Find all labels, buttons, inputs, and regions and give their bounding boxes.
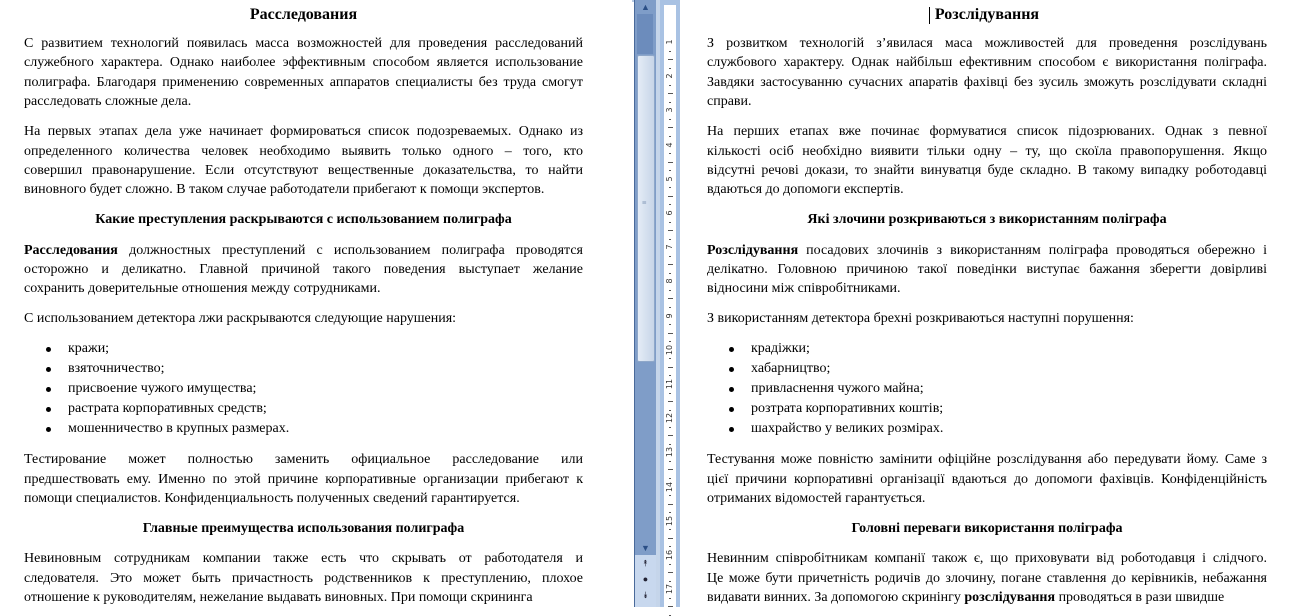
ruler-tick	[669, 512, 671, 513]
ruler-tick	[668, 127, 673, 128]
list-item: хабарництво;	[707, 359, 1267, 379]
left-document-content[interactable]	[24, 5, 583, 607]
ruler-tick	[669, 273, 671, 274]
text-line	[24, 549, 583, 568]
text-line	[707, 92, 1267, 111]
ruler-number: 14	[665, 481, 674, 492]
section-heading: Какие преступления раскрываются с использованием полиграфа	[95, 212, 512, 228]
ruler-tick	[668, 572, 673, 573]
list-item: мошенничество в крупных размерах.	[24, 419, 583, 439]
ruler-tick	[669, 153, 671, 154]
paragraph	[24, 34, 583, 112]
text-line	[24, 241, 583, 260]
next-page-icon[interactable]: ⯯	[642, 590, 649, 600]
ruler-tick	[669, 239, 671, 240]
ruler-tick	[669, 341, 671, 342]
ruler-number: 2	[665, 73, 674, 79]
line-text: отношение к руководителям, нежелание выдавать виновных. При помощи скрининга	[24, 590, 533, 606]
scroll-up-arrow-icon[interactable]: ▲	[641, 2, 650, 12]
ruler-tick	[669, 102, 671, 103]
ruler-tick	[669, 427, 671, 428]
paragraph	[24, 241, 583, 299]
select-browse-object-icon[interactable]: ●	[642, 574, 649, 584]
ruler-number: 8	[665, 278, 674, 284]
line-text: расследовать сложные дела.	[24, 94, 192, 110]
ruler-number: 11	[665, 378, 674, 390]
line-text: совершил правонарушение. Если отсутствуют вещественные доказательства, то найти	[24, 162, 583, 178]
list-item: шахрайство у великих розмірах.	[707, 419, 1267, 439]
ruler-tick	[669, 375, 671, 376]
list-item: привласнення чужого майна;	[707, 379, 1267, 399]
ruler-number: 15	[665, 515, 674, 526]
text-line	[707, 309, 1267, 328]
text-line	[24, 73, 583, 92]
line-text: відсутні речові докази, то знайти винуватця буде складно. В такому випадку роботодавці	[707, 162, 1267, 178]
text-line	[24, 142, 583, 161]
ruler-tick	[669, 358, 671, 359]
text-line	[24, 279, 583, 298]
ruler-tick	[669, 307, 671, 308]
line-text: цієї причини корпоративні організації вдаються до допомоги фахівців. Конфіденційність	[707, 471, 1267, 487]
line-text: службового характеру. Однак найбільш ефективним способом є використання поліграфа.	[707, 55, 1267, 71]
bold-term: розслідування	[964, 590, 1056, 606]
ruler-tick	[669, 529, 671, 530]
paragraph	[707, 34, 1267, 112]
ruler-tick	[669, 290, 671, 291]
paragraph	[707, 241, 1267, 299]
line-text: проводяться в рази швидше	[1055, 590, 1225, 606]
line-text: відносини між співробітниками.	[707, 281, 901, 297]
text-line	[707, 34, 1267, 53]
ruler-tick	[668, 230, 673, 231]
grip-icon: ≡	[642, 198, 647, 207]
line-text: полиграфа. Благодаря применению современных аппаратов специалисты без труда смогут	[24, 74, 583, 90]
document-title: Розслідування	[934, 6, 1040, 23]
ruler-tick	[668, 298, 673, 299]
text-line	[707, 549, 1267, 568]
line-text: предшествовать ему. Именно по этой причине корпоративные организации прибегают к	[24, 471, 583, 487]
section-heading: Які злочини розкриваються з використанням поліграфа	[807, 212, 1167, 228]
line-text: С использованием детектора лжи раскрываются следующие нарушения:	[24, 311, 457, 327]
line-text: На первых этапах дела уже начинает формироваться список подозреваемых. Однако из	[24, 124, 583, 140]
text-line	[24, 569, 583, 588]
ruler-tick	[669, 119, 671, 120]
line-text: осторожно и деликатно. Главной причиной такого поведения выступает желание	[24, 262, 583, 278]
ruler-tick	[669, 461, 671, 462]
line-text: справи.	[707, 94, 752, 110]
list-item: присвоение чужого имущества;	[24, 379, 583, 399]
ruler-tick	[669, 581, 671, 582]
ruler-tick	[669, 478, 671, 479]
scroll-down-arrow-icon[interactable]: ▼	[641, 543, 650, 553]
ruler-tick	[669, 85, 671, 86]
vertical-ruler	[660, 0, 680, 607]
text-line	[24, 260, 583, 279]
ruler-tick	[669, 170, 671, 171]
ruler-tick	[669, 204, 671, 205]
ruler-tick	[669, 68, 671, 69]
line-text: З розвитком технологій з’явилася маса можливостей для проведення розслідувань	[707, 36, 1267, 51]
text-line	[707, 142, 1267, 161]
text-line	[707, 470, 1267, 489]
ruler-number: 7	[665, 244, 674, 250]
list-item: розтрата корпоративних коштів;	[707, 399, 1267, 419]
line-text: виновного будет сложно. В таком случае работодатели прибегают к помощи экспертов.	[24, 182, 545, 198]
ruler-tick	[669, 256, 671, 257]
text-line	[707, 241, 1267, 260]
list-item: кражи;	[24, 339, 583, 359]
text-line	[24, 122, 583, 141]
paragraph	[24, 450, 583, 508]
line-text: видавати винних. За допомогою скринінгу	[707, 590, 965, 606]
ruler-tick	[669, 444, 671, 445]
line-text: помощи специалистов. Конфиденциальность полученных сведений гарантируется.	[24, 491, 520, 507]
text-line	[24, 34, 583, 53]
ruler-tick	[668, 469, 673, 470]
bold-term: Расследования	[24, 242, 118, 258]
ruler-number: 10	[665, 344, 674, 355]
ruler-number: 1	[665, 39, 674, 45]
browse-controls	[635, 555, 656, 607]
ruler-number: 13	[665, 447, 674, 458]
text-line	[707, 489, 1267, 508]
ruler-tick	[669, 495, 671, 496]
ruler-tick	[669, 187, 671, 188]
ruler-tick	[668, 538, 673, 539]
vertical-scrollbar[interactable]	[634, 0, 657, 607]
paragraph	[707, 309, 1267, 328]
ruler-number: 12	[665, 413, 674, 424]
right-document-content[interactable]	[707, 5, 1267, 607]
paragraph	[24, 309, 583, 328]
ruler-tick	[668, 401, 673, 402]
bullet-list	[24, 339, 583, 439]
text-cursor	[929, 7, 930, 24]
text-line	[24, 309, 583, 328]
paragraph	[707, 122, 1267, 200]
line-text: определенного количества человек необходимо выявить только одного – того, кто	[24, 143, 583, 159]
ruler-tick	[669, 136, 671, 137]
line-text: должностных преступлений с использованием полиграфа проводятся	[117, 242, 583, 258]
scroll-thumb[interactable]	[637, 55, 655, 362]
text-line	[707, 122, 1267, 141]
ruler-tick	[668, 333, 673, 334]
line-text: вдаються до допомоги експертів.	[707, 182, 904, 198]
ruler-tick	[669, 598, 671, 599]
line-text: На перших етапах вже починає формуватися список підозрюваних. Однак з певної	[707, 124, 1267, 140]
ruler-tick	[668, 435, 673, 436]
ruler-number: 4	[665, 142, 674, 148]
line-text: Тестування може повністю замінити офіційне розслідування або передувати йому. Саме з	[707, 452, 1267, 468]
text-line	[24, 450, 583, 469]
ruler-number: 6	[665, 210, 674, 216]
text-line	[24, 180, 583, 199]
text-line	[707, 73, 1267, 92]
text-line	[24, 161, 583, 180]
line-text: Тестирование может полностью заменить официальное расследование или	[24, 452, 583, 468]
ruler-tick	[669, 324, 671, 325]
section-heading: Головні переваги використання поліграфа	[851, 521, 1123, 536]
line-text: Невинним співробітникам компанії також є, що приховувати від роботодавця і слідчого.	[707, 551, 1267, 567]
text-line	[707, 569, 1267, 588]
text-line	[24, 489, 583, 508]
text-line	[707, 53, 1267, 72]
ruler-tick	[668, 59, 673, 60]
ruler-tick	[668, 367, 673, 368]
list-item: растрата корпоративных средств;	[24, 399, 583, 419]
ruler-number: 9	[665, 313, 674, 319]
paragraph	[24, 549, 583, 607]
line-text: сохранить доверительные отношения между сотрудниками.	[24, 281, 381, 297]
text-line	[707, 161, 1267, 180]
ruler-number: 17	[665, 584, 674, 595]
line-text: З використанням детектора брехні розкриваються наступні порушення:	[707, 311, 1134, 327]
list-item: взяточничество;	[24, 359, 583, 379]
line-text: Це може бути причетність родичів до злочину, погане ставлення до керівників, небажання	[707, 570, 1267, 586]
ruler-tick	[668, 162, 673, 163]
text-line	[24, 92, 583, 111]
ruler-tick	[668, 504, 673, 505]
text-line	[24, 588, 583, 607]
right-document-page[interactable]	[680, 0, 1308, 607]
line-text: Завдяки застосуванню сучасних апаратів фахівці без зусиль зможуть розслідувати складні	[707, 74, 1267, 90]
line-text: следователя. Это может быть причастность родственников к преступлению, плохое	[24, 570, 583, 586]
text-line	[707, 450, 1267, 469]
ruler-tick	[669, 393, 671, 394]
bullet-list	[707, 339, 1267, 439]
ruler-tick	[668, 264, 673, 265]
document-title: Расследования	[249, 6, 358, 23]
left-document-page[interactable]	[0, 0, 632, 607]
ruler-number: 16	[665, 549, 674, 561]
text-line	[707, 588, 1267, 607]
ruler-tick	[669, 564, 671, 565]
text-line	[707, 260, 1267, 279]
line-text: делікатно. Головною причиною такої поведінки виступає бажання зберегти довірливі	[707, 262, 1267, 278]
section-heading: Главные преимущества использования полиграфа	[142, 521, 465, 536]
ruler-number: 5	[665, 176, 674, 182]
bold-term: Розслідування	[707, 242, 799, 258]
ruler-tick	[669, 410, 671, 411]
ruler-tick	[668, 196, 673, 197]
ruler-tick	[669, 222, 671, 223]
line-text: кількості осіб необхідно виявити тільки одну – ту, що скоїла правопорушення. Якщо	[707, 143, 1267, 159]
ruler-tick	[669, 51, 671, 52]
list-item: крадіжки;	[707, 339, 1267, 359]
line-text: служебного характера. Однако наиболее эффективным способом является использование	[24, 55, 583, 71]
line-text: Невиновным сотрудникам компании также есть что скрывать от работодателя и	[24, 551, 583, 567]
paragraph	[24, 122, 583, 200]
paragraph	[707, 549, 1267, 607]
line-text: посадових злочинів з використанням поліграфа проводяться обережно і	[798, 242, 1267, 258]
text-line	[707, 180, 1267, 199]
previous-page-icon[interactable]: ⯭	[642, 558, 649, 568]
text-line	[24, 470, 583, 489]
ruler-tick	[668, 93, 673, 94]
text-line	[24, 53, 583, 72]
text-line	[707, 279, 1267, 298]
ruler-number: 3	[665, 107, 674, 113]
line-text: отриманих відомостей гарантується.	[707, 491, 926, 507]
paragraph	[707, 450, 1267, 508]
ruler-tick	[669, 546, 671, 547]
line-text: С развитием технологий появилась масса возможностей для проведения расследований	[24, 36, 583, 51]
scroll-track[interactable]	[637, 14, 653, 54]
